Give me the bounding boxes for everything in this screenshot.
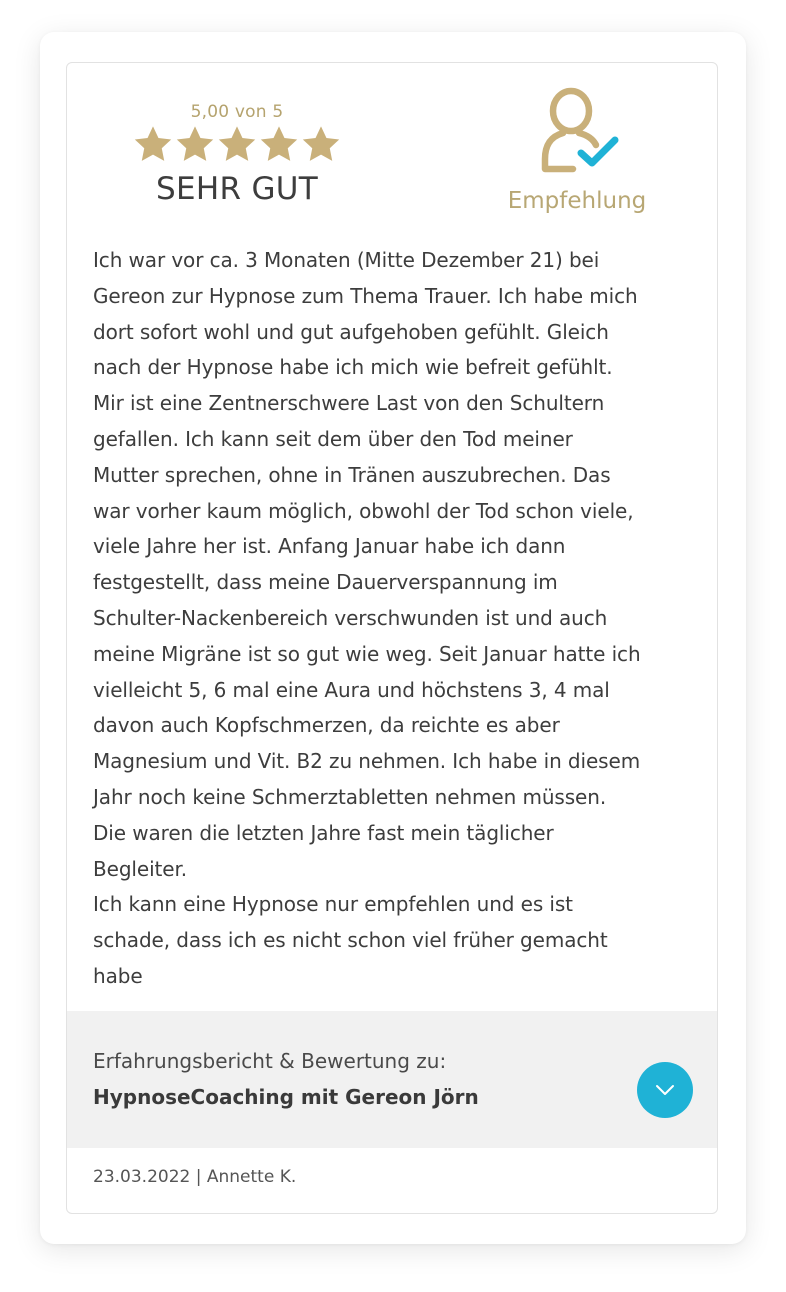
footer-label: Erfahrungsbericht & Bewertung zu: (93, 1049, 447, 1073)
star-icon (301, 125, 341, 163)
rating-score: 5,00 von 5 (190, 102, 284, 122)
recommendation-label: Empfehlung (507, 188, 647, 214)
person-check-icon (529, 83, 625, 179)
recommendation-badge (487, 83, 667, 215)
review-card (66, 62, 718, 1214)
review-widget (40, 32, 746, 1244)
review-text: Ich war vor ca. 3 Monaten (Mitte Dezember 21) bei Gereon zur Hypnose zum Thema Trauer. Ich habe mich dort sofort wohl und gut aufgehoben gefühlt. Gleich nach der Hypnose habe ich mich wie befreit gefühlt. Mir ist eine Zentnerschwere Last von den Schultern gefallen. Ich kann seit dem über den Tod meiner Mutter sprechen, ohne in Tränen auszubrechen. Das war vorher kaum möglich, obwohl der Tod schon viele, viele Jahre her ist. Anfang Januar habe ich dann festgestellt, dass meine Dauerverspannung im Schulter-Nackenbereich verschwunden ist und auch meine Migräne ist so gut wie weg. Seit Januar hatte ich vielleicht 5, 6 mal eine Aura und höchstens 3, 4 mal davon auch Kopfschmerzen, da reichte es aber Magnesium und Vit. B2 zu nehmen. Ich habe in diesem Jahr noch keine Schmerztabletten nehmen müssen. Die waren die letzten Jahre fast mein täglicher Begleiter. Ich kann eine Hypnose nur empfehlen und es ist schade, dass ich es nicht schon viel früher gemacht habe (93, 248, 641, 988)
rating-label: SEHR GUT (155, 171, 319, 207)
product-title: HypnoseCoaching mit Gereon Jörn (93, 1085, 479, 1109)
review-meta: 23.03.2022 | Annette K. (93, 1167, 297, 1187)
star-icon (133, 125, 173, 163)
star-rating (127, 125, 347, 163)
review-footer (67, 1011, 717, 1148)
rating-block (127, 101, 347, 207)
star-icon (259, 125, 299, 163)
star-icon (175, 125, 215, 163)
expand-button[interactable] (637, 1062, 693, 1118)
chevron-down-icon (654, 1083, 676, 1097)
star-icon (217, 125, 257, 163)
